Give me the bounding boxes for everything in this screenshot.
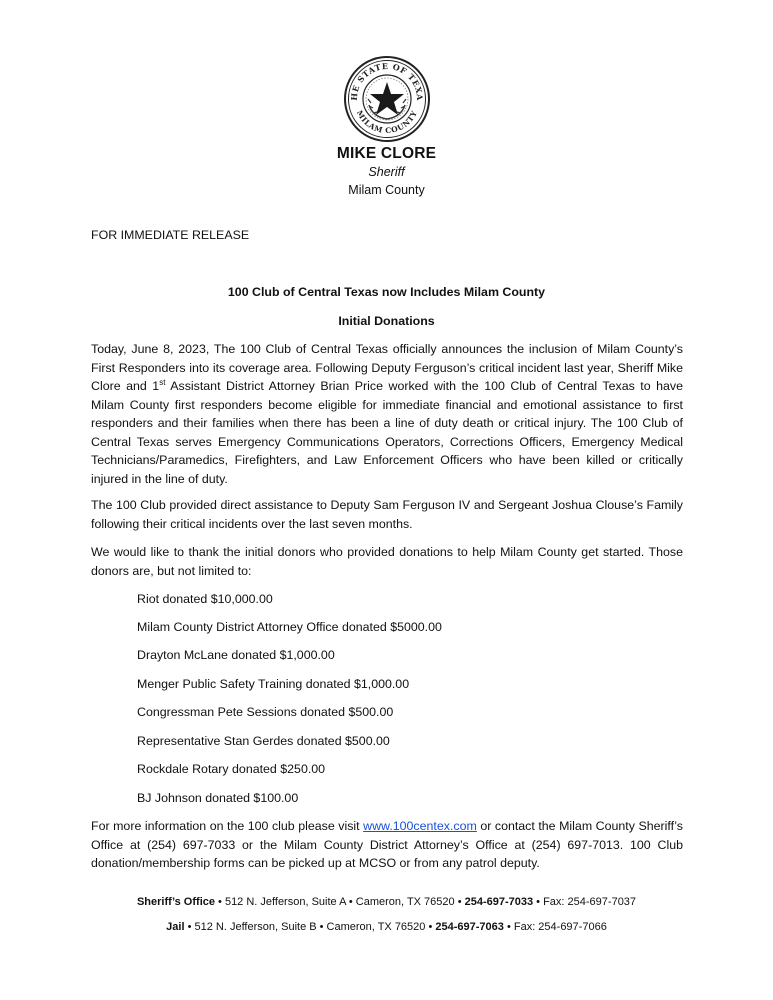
paragraph-assistance: The 100 Club provided direct assistance to Deputy Sam Ferguson IV and Sergeant Joshua Clouse’s Family following their critical incidents over the last seven months. [91, 498, 683, 531]
ordinal-superscript: st [159, 377, 166, 387]
seal-bottom-text: MILAM COUNTY [354, 108, 419, 136]
footer-jail-label: Jail [166, 921, 185, 933]
footer-office-address: • 512 N. Jefferson, Suite A • Cameron, TX 76520 • [214, 896, 465, 908]
contact-text-after-link: or contact the Milam County Sheriff’s Office at (254) 697-7033 or the Milam County District Attorney’s Office at (254) 697-7013. 100 Club donation/membership forms can be picked up at MCSO or from any patrol deputy. [91, 819, 684, 870]
footer-office-phone: 254-697-7033 [464, 896, 534, 908]
county-seal [343, 55, 431, 143]
contact-text-before-link: For more information on the 100 club please visit [91, 819, 364, 833]
county-name: Milam County [348, 183, 425, 197]
donor-item: Rockdale Rotary donated $250.00 [137, 762, 326, 776]
donor-item: BJ Johnson donated $100.00 [137, 791, 299, 805]
footer-jail-phone: 254-697-7063 [435, 921, 504, 933]
paragraph-announcement [91, 340, 683, 488]
paragraph-announcement-part1: Today, June 8, 2023, The 100 Club of Central Texas officially announces the inclusion of Milam County’s First Responders into its coverage area. Following Deputy Ferguson’s critical incident last year, Sheriff Mike Clore and 1 [91, 342, 683, 393]
subheadline: Initial Donations [338, 314, 435, 328]
footer-jail-address: • 512 N. Jefferson, Suite B • Cameron, TX 76520 • [184, 921, 436, 933]
headline: 100 Club of Central Texas now Includes Milam County [227, 285, 546, 299]
seal-top-text: HE STATE OF TEXA [348, 60, 426, 102]
donor-item: Congressman Pete Sessions donated $500.00 [137, 705, 394, 719]
sheriff-title: Sheriff [368, 165, 405, 179]
footer-sheriff-office [0, 896, 773, 908]
paragraph-announcement-part2: Assistant District Attorney Brian Price worked with the 100 Club of Central Texas to have Milam County first responders become eligible for immediate financial and emotional assistance to first responders and their families when there has been a line of duty death or critical injury. The 100 Club of Central Texas serves Emergency Communications Operators, Corrections Officers, Emergency Medical Technicians/Paramedics, Firefighters, and Law Enforcement Officers who have been killed or critically injured in the line of duty. [91, 379, 683, 486]
donor-item: Milam County District Attorney Office donated $5000.00 [137, 620, 442, 634]
donor-item: Riot donated $10,000.00 [137, 592, 273, 606]
release-label: FOR IMMEDIATE RELEASE [91, 228, 250, 242]
footer-jail-fax: • Fax: 254-697-7066 [503, 921, 607, 933]
donor-item: Menger Public Safety Training donated $1,000.00 [137, 677, 410, 691]
sheriff-name: MIKE CLORE [336, 145, 437, 162]
website-link[interactable]: www.100centex.com [363, 819, 477, 833]
paragraph-donors-intro: We would like to thank the initial donors who provided donations to help Milam County get started. Those donors are, but not limited to: [91, 545, 683, 578]
letterhead [0, 145, 773, 199]
footer-office-label: Sheriff’s Office [136, 896, 215, 908]
donor-item: Representative Stan Gerdes donated $500.00 [137, 734, 390, 748]
footer-office-fax: • Fax: 254-697-7037 [533, 896, 637, 908]
paragraph-contact [91, 817, 683, 873]
seal-icon [343, 55, 431, 143]
donor-item: Drayton McLane donated $1,000.00 [137, 648, 335, 662]
footer-jail [0, 921, 773, 933]
